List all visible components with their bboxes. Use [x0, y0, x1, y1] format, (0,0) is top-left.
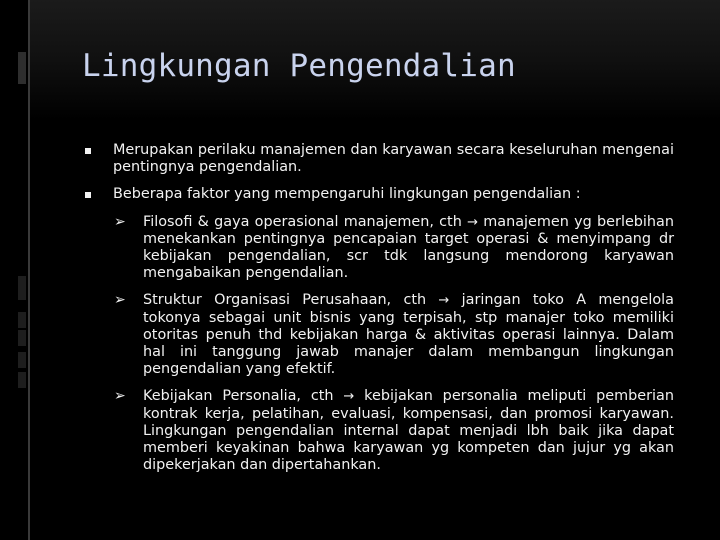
bullet-text: Beberapa faktor yang mempengaruhi lingkungan pengendalian : [113, 186, 581, 203]
decorative-bar [18, 312, 26, 328]
decorative-bar [18, 372, 26, 388]
slide-title: Lingkungan Pengendalian [82, 48, 516, 84]
arrowhead-bullet-icon: ➢ [114, 388, 126, 405]
decorative-bar [18, 352, 26, 368]
arrowhead-bullet-icon: ➢ [114, 213, 126, 230]
bullet-text: Merupakan perilaku manajemen dan karyawan secara keseluruhan mengenai pentingnya pengendalian. [113, 142, 674, 176]
sub-bullet-text: Filosofi & gaya operasional manajemen, cth [143, 213, 468, 230]
arrowhead-bullet-icon: ➢ [114, 292, 126, 309]
right-arrow-icon: → [467, 214, 478, 230]
slide-content [84, 142, 674, 484]
bullet-item [84, 142, 674, 176]
decorative-bar [18, 330, 26, 346]
right-arrow-icon: → [438, 293, 450, 309]
sub-bullet-item [114, 292, 674, 378]
sub-bullet-text: Struktur Organisasi Perusahaan, cth [143, 292, 439, 309]
decorative-bar [18, 276, 26, 300]
bullet-item [84, 186, 674, 203]
sub-bullet-item [114, 214, 674, 283]
decorative-bar [18, 52, 26, 84]
sub-bullet-text: jaringan toko A mengelola tokonya sebagai unit bisnis yang terpisah, stp manajer toko memiliki otoritas penuh thd kebijakan harga & aktivitas operasi lainnya. Dalam hal ini tanggung jawab manajer dalam membangun lingkungan pengendalian yang efektif. [143, 292, 674, 378]
sub-bullet-text: kebijakan personalia meliputi pemberian kontrak kerja, pelatihan, evaluasi, kompensasi, dan promosi karyawan. Lingkungan pengendalian internal dapat menjadi lbh baik jika dapat memberi keyakinan bahwa karyawan yg kompeten dan jujur yg akan dipekerjakan dan dipertahankan. [143, 388, 674, 474]
sub-bullet-item [114, 388, 674, 474]
square-bullet-icon [85, 148, 91, 154]
right-arrow-icon: → [343, 389, 355, 405]
square-bullet-icon [85, 192, 91, 198]
sub-bullet-text: manajemen yg berlebihan menekankan pentingnya pencapaian target operasi & menyimpang dr kebijakan pengendalian, scr tdk langsung mendorong karyawan mengabaikan pengendalian. [143, 213, 674, 282]
sub-bullet-text: Kebijakan Personalia, cth [143, 388, 344, 405]
